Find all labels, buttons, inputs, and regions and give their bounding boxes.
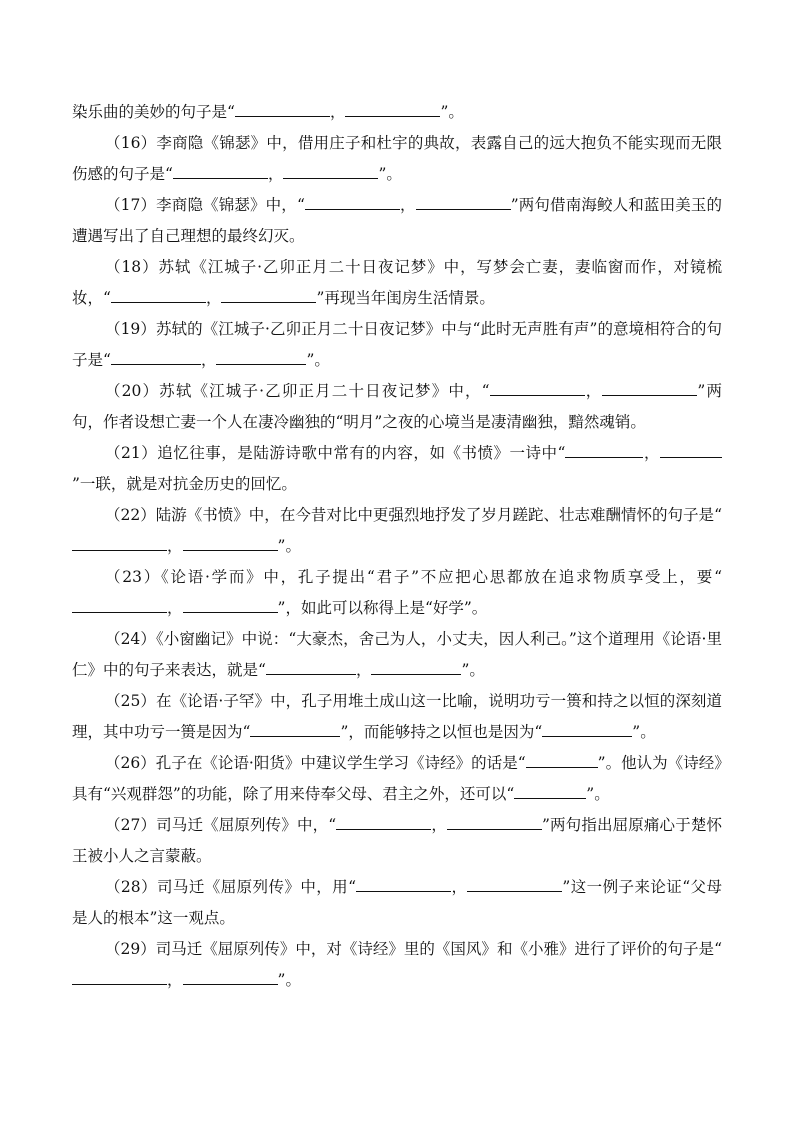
answer-blank[interactable] <box>111 348 201 365</box>
separator: ， <box>167 537 183 555</box>
question-text: （17）李商隐《锦瑟》中，“ <box>105 196 305 214</box>
question-26 <box>72 748 722 810</box>
question-23 <box>72 562 722 624</box>
question-24 <box>72 624 722 686</box>
separator: ， <box>200 351 217 369</box>
question-19 <box>72 314 722 376</box>
answer-blank[interactable] <box>72 534 167 551</box>
question-text: ”。他认为《诗经》具有“兴观群怨”的功能，除了用来侍奉父母、君主之外，还可以“ <box>72 754 722 803</box>
answer-blank[interactable] <box>542 720 632 737</box>
answer-blank[interactable] <box>183 968 278 985</box>
answer-blank[interactable] <box>305 193 400 210</box>
answer-blank[interactable] <box>660 441 722 458</box>
question-text: ”。 <box>586 785 610 803</box>
question-text: ”两句，作者设想亡妻一个人在凄冷幽独的“明月”之夜的心境当是凄清幽独，黯然魂销。 <box>72 382 722 431</box>
question-text: ”。 <box>277 537 301 555</box>
answer-blank[interactable] <box>514 782 586 799</box>
separator: ， <box>451 878 468 896</box>
answer-blank[interactable] <box>216 348 306 365</box>
question-list <box>72 97 722 996</box>
separator: ， <box>431 816 447 834</box>
question-text: （29）司马迁《屈原列传》中，对《诗经》里的《国风》和《小雅》进行了评价的句子是“ <box>105 940 722 958</box>
separator: ， <box>399 196 416 214</box>
answer-blank[interactable] <box>416 193 511 210</box>
question-text: ”。 <box>306 351 330 369</box>
answer-blank[interactable] <box>371 658 461 675</box>
question-22 <box>72 500 722 562</box>
question-text: ”，如此可以称得上是“好学”。 <box>277 599 488 617</box>
answer-blank[interactable] <box>72 596 167 613</box>
answer-blank[interactable] <box>183 596 278 613</box>
answer-blank[interactable] <box>565 441 643 458</box>
question-20 <box>72 376 722 438</box>
answer-blank[interactable] <box>266 658 356 675</box>
answer-blank[interactable] <box>250 720 340 737</box>
question-16 <box>72 128 722 190</box>
question-28 <box>72 872 722 934</box>
separator: ， <box>205 289 222 307</box>
question-25 <box>72 686 722 748</box>
answer-blank[interactable] <box>356 875 451 892</box>
question-text: ”。 <box>378 165 402 183</box>
question-text: ”。 <box>461 661 485 679</box>
question-text: （16）李商隐《锦瑟》中，借用庄子和杜宇的典故，表露自己的远大抱负不能实现而无限伤感的句子是“ <box>72 134 722 183</box>
answer-blank[interactable] <box>336 813 431 830</box>
answer-blank[interactable] <box>526 751 598 768</box>
question-text: ”，而能够持之以恒也是因为“ <box>340 723 543 741</box>
question-text: 染乐曲的美妙的句子是“ <box>72 103 235 121</box>
answer-blank[interactable] <box>490 379 585 396</box>
question-text: （28）司马迁《屈原列传》中，用“ <box>105 878 357 896</box>
separator: ， <box>355 661 372 679</box>
question-text: ”。 <box>632 723 656 741</box>
answer-blank[interactable] <box>345 100 440 117</box>
question-18 <box>72 252 722 314</box>
question-text: ”两句借南海鲛人和蓝田美玉的遭遇写出了自己理想的最终幻灭。 <box>72 196 722 245</box>
question-29 <box>72 934 722 996</box>
question-text: （23）《论语·学而》中，孔子提出“君子”不应把心思都放在追求物质享受上，要“ <box>105 568 722 586</box>
question-text: ”再现当年闺房生活情景。 <box>316 289 495 307</box>
question-text: （21）追忆往事，是陆游诗歌中常有的内容，如《书愤》一诗中“ <box>105 444 566 462</box>
question-text: （18）苏轼《江城子·乙卯正月二十日夜记梦》中，写梦会亡妻，妻临窗而作，对镜梳妆，“ <box>72 258 722 307</box>
question-15-tail <box>72 97 722 128</box>
question-text: （20）苏轼《江城子·乙卯正月二十日夜记梦》中，“ <box>105 382 490 400</box>
answer-blank[interactable] <box>447 813 542 830</box>
separator: ， <box>167 599 183 617</box>
separator: ， <box>167 971 183 989</box>
answer-blank[interactable] <box>221 286 316 303</box>
question-text: ”。 <box>277 971 301 989</box>
answer-blank[interactable] <box>467 875 562 892</box>
answer-blank[interactable] <box>283 162 378 179</box>
answer-blank[interactable] <box>183 534 278 551</box>
question-text: ”。 <box>440 103 464 121</box>
question-text: （27）司马迁《屈原列传》中，“ <box>105 816 337 834</box>
separator: ， <box>584 382 603 400</box>
answer-blank[interactable] <box>173 162 268 179</box>
question-text: （19）苏轼的《江城子·乙卯正月二十日夜记梦》中与“此时无声胜有声”的意境相符合的句子是“ <box>72 320 722 369</box>
question-text: （24）《小窗幽记》中说：“大豪杰，舍己为人，小丈夫，因人利己。”这个道理用《论语·里仁》中的句子来表达，就是“ <box>72 630 722 679</box>
answer-blank[interactable] <box>72 968 167 985</box>
question-text: ”两句指出屈原痛心于楚怀王被小人之言蒙蔽。 <box>72 816 722 865</box>
answer-blank[interactable] <box>111 286 206 303</box>
question-text: （25）在《论语·子罕》中，孔子用堆土成山这一比喻，说明功亏一篑和持之以恒的深刻道理，其中功亏一篑是因为“ <box>72 692 722 741</box>
separator: ， <box>267 165 284 183</box>
separator: ， <box>643 444 660 462</box>
answer-blank[interactable] <box>235 100 330 117</box>
question-text: （26）孔子在《论语·阳货》中建议学生学习《诗经》的话是“ <box>105 754 526 772</box>
separator: ， <box>329 103 346 121</box>
question-text: ”一联，就是对抗金历史的回忆。 <box>72 475 297 493</box>
question-17 <box>72 190 722 252</box>
question-21 <box>72 438 722 500</box>
answer-blank[interactable] <box>602 379 697 396</box>
question-text: （22）陆游《书愤》中，在今昔对比中更强烈地抒发了岁月蹉跎、壮志难酬情怀的句子是“ <box>105 506 722 524</box>
question-27 <box>72 810 722 872</box>
question-text: ”这一例子来论证“父母是人的根本”这一观点。 <box>72 878 722 927</box>
